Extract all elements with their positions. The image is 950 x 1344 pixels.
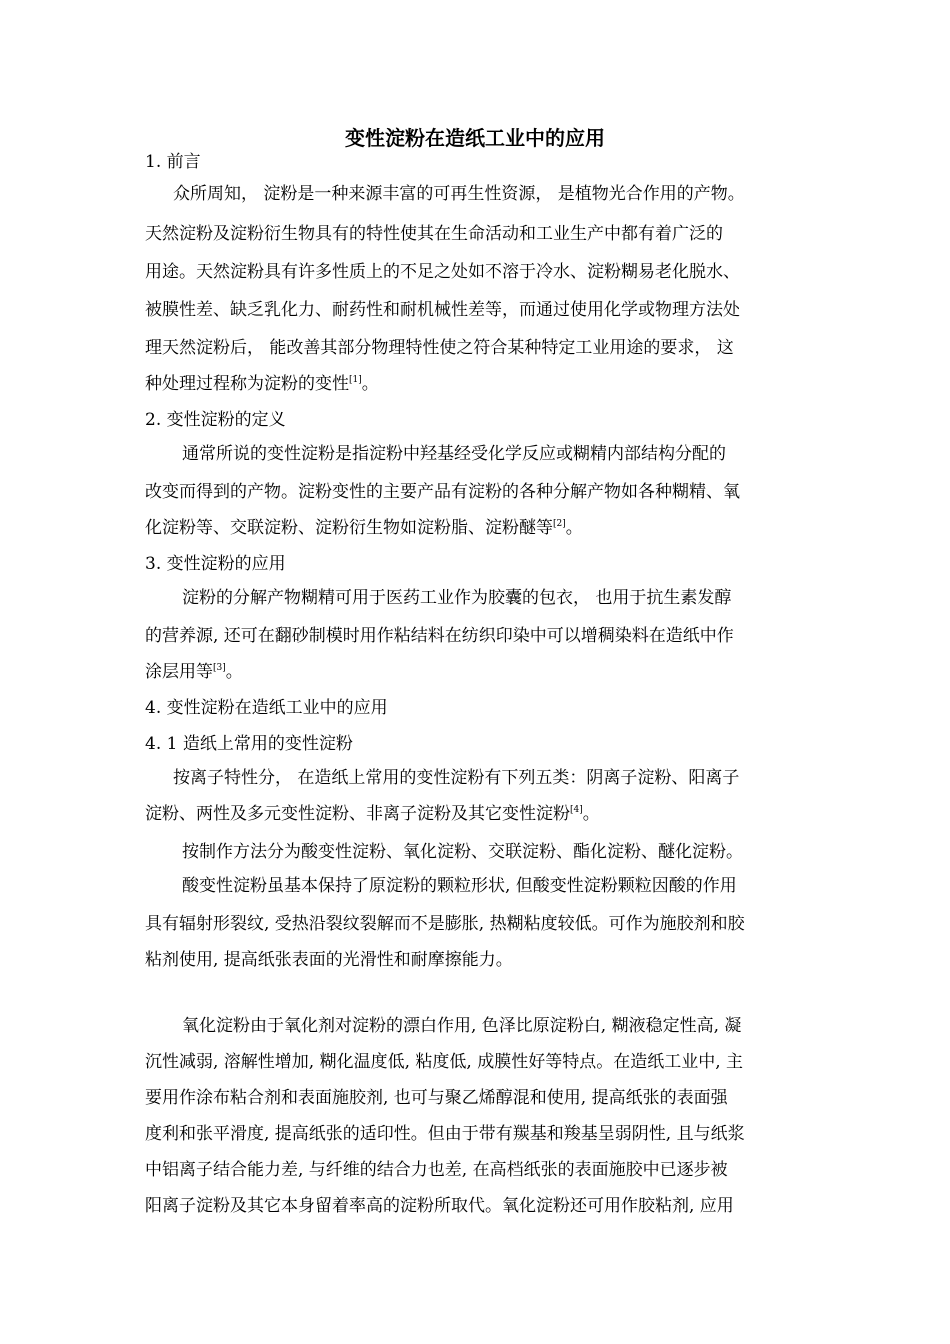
paragraph-line: 氧化淀粉由于氧化剂对淀粉的漂白作用, 色泽比原淀粉白, 糊液稳定性高, 凝 xyxy=(182,1016,742,1036)
paragraph-line xyxy=(145,660,243,684)
paragraph-line: 改变而得到的产物。淀粉变性的主要产品有淀粉的各种分解产物如各种糊精、氧 xyxy=(145,482,740,502)
paragraph-line: 度利和张平滑度, 提高纸张的适印性。但由于带有羰基和羧基呈弱阴性, 且与纸浆 xyxy=(145,1124,745,1144)
document-title: 变性淀粉在造纸工业中的应用 xyxy=(345,126,605,150)
paragraph-text: 。 xyxy=(361,374,379,394)
paragraph-line xyxy=(145,802,600,826)
paragraph-line: 中铝离子结合能力差, 与纤维的结合力也差, 在高档纸张的表面施胶中已逐步被 xyxy=(145,1160,728,1180)
paragraph-text: 淀粉、两性及多元变性淀粉、非离子淀粉及其它变性淀粉 xyxy=(145,804,570,824)
paragraph-text: 种处理过程称为淀粉的变性 xyxy=(145,374,349,394)
paragraph-line: 按制作方法分为酸变性淀粉、氧化淀粉、交联淀粉、酯化淀粉、醚化淀粉。 xyxy=(182,842,743,862)
paragraph-text: 化淀粉等、交联淀粉、淀粉衍生物如淀粉脂、淀粉醚等 xyxy=(145,518,553,538)
paragraph-line: 要用作涂布粘合剂和表面施胶剂, 也可与聚乙烯醇混和使用, 提高纸张的表面强 xyxy=(145,1088,728,1108)
paragraph-line: 淀粉的分解产物糊精可用于医药工业作为胶囊的包衣， 也用于抗生素发醇 xyxy=(182,588,732,608)
paragraph-line xyxy=(145,372,379,396)
paragraph-text: 。 xyxy=(582,804,600,824)
paragraph-line: 酸变性淀粉虽基本保持了原淀粉的颗粒形状, 但酸变性淀粉颗粒因酸的作用 xyxy=(182,876,737,896)
section-heading-4: 4. 变性淀粉在造纸工业中的应用 xyxy=(145,698,388,718)
paragraph-text: 涂层用等 xyxy=(145,662,213,682)
section-heading-3: 3. 变性淀粉的应用 xyxy=(145,554,286,574)
section-heading-2: 2. 变性淀粉的定义 xyxy=(145,410,286,430)
paragraph-line: 粘剂使用, 提高纸张表面的光滑性和耐摩擦能力。 xyxy=(145,950,513,970)
paragraph-line: 天然淀粉及淀粉衍生物具有的特性使其在生命活动和工业生产中都有着广泛的 xyxy=(145,224,723,244)
paragraph-line: 沉性减弱, 溶解性增加, 糊化温度低, 粘度低, 成膜性好等特点。在造纸工业中, 主 xyxy=(145,1052,744,1072)
paragraph-line: 被膜性差、缺乏乳化力、耐药性和耐机械性差等，而通过使用化学或物理方法处 xyxy=(145,300,740,320)
citation-ref: [3] xyxy=(213,663,226,673)
paragraph-line: 具有辐射形裂纹, 受热沿裂纹裂解而不是膨胀, 热糊粘度较低。可作为施胶剂和胶 xyxy=(145,914,745,934)
citation-ref: [1] xyxy=(349,375,362,385)
paragraph-line: 按离子特性分， 在造纸上常用的变性淀粉有下列五类：阴离子淀粉、阳离子 xyxy=(173,768,740,788)
paragraph-text: 。 xyxy=(225,662,243,682)
paragraph-line: 阳离子淀粉及其它本身留着率高的淀粉所取代。氧化淀粉还可用作胶粘剂, 应用 xyxy=(145,1196,734,1216)
citation-ref: [4] xyxy=(570,805,583,815)
paragraph-text: 。 xyxy=(565,518,583,538)
paragraph-line: 的营养源, 还可在翻砂制模时用作粘结料在纺织印染中可以增稠染料在造纸中作 xyxy=(145,626,734,646)
paragraph-line: 众所周知， 淀粉是一种来源丰富的可再生性资源， 是植物光合作用的产物。 xyxy=(173,184,745,204)
citation-ref: [2] xyxy=(553,519,566,529)
paragraph-line: 用途。天然淀粉具有许多性质上的不足之处如不溶于冷水、淀粉糊易老化脱水、 xyxy=(145,262,740,282)
paragraph-line: 理天然淀粉后， 能改善其部分物理特性使之符合某种特定工业用途的要求， 这 xyxy=(145,338,734,358)
section-heading-1: 1. 前言 xyxy=(145,152,201,172)
subsection-heading-4-1: 4. 1 造纸上常用的变性淀粉 xyxy=(145,734,353,754)
paragraph-line xyxy=(145,516,583,540)
paragraph-line: 通常所说的变性淀粉是指淀粉中羟基经受化学反应或糊精内部结构分配的 xyxy=(182,444,726,464)
